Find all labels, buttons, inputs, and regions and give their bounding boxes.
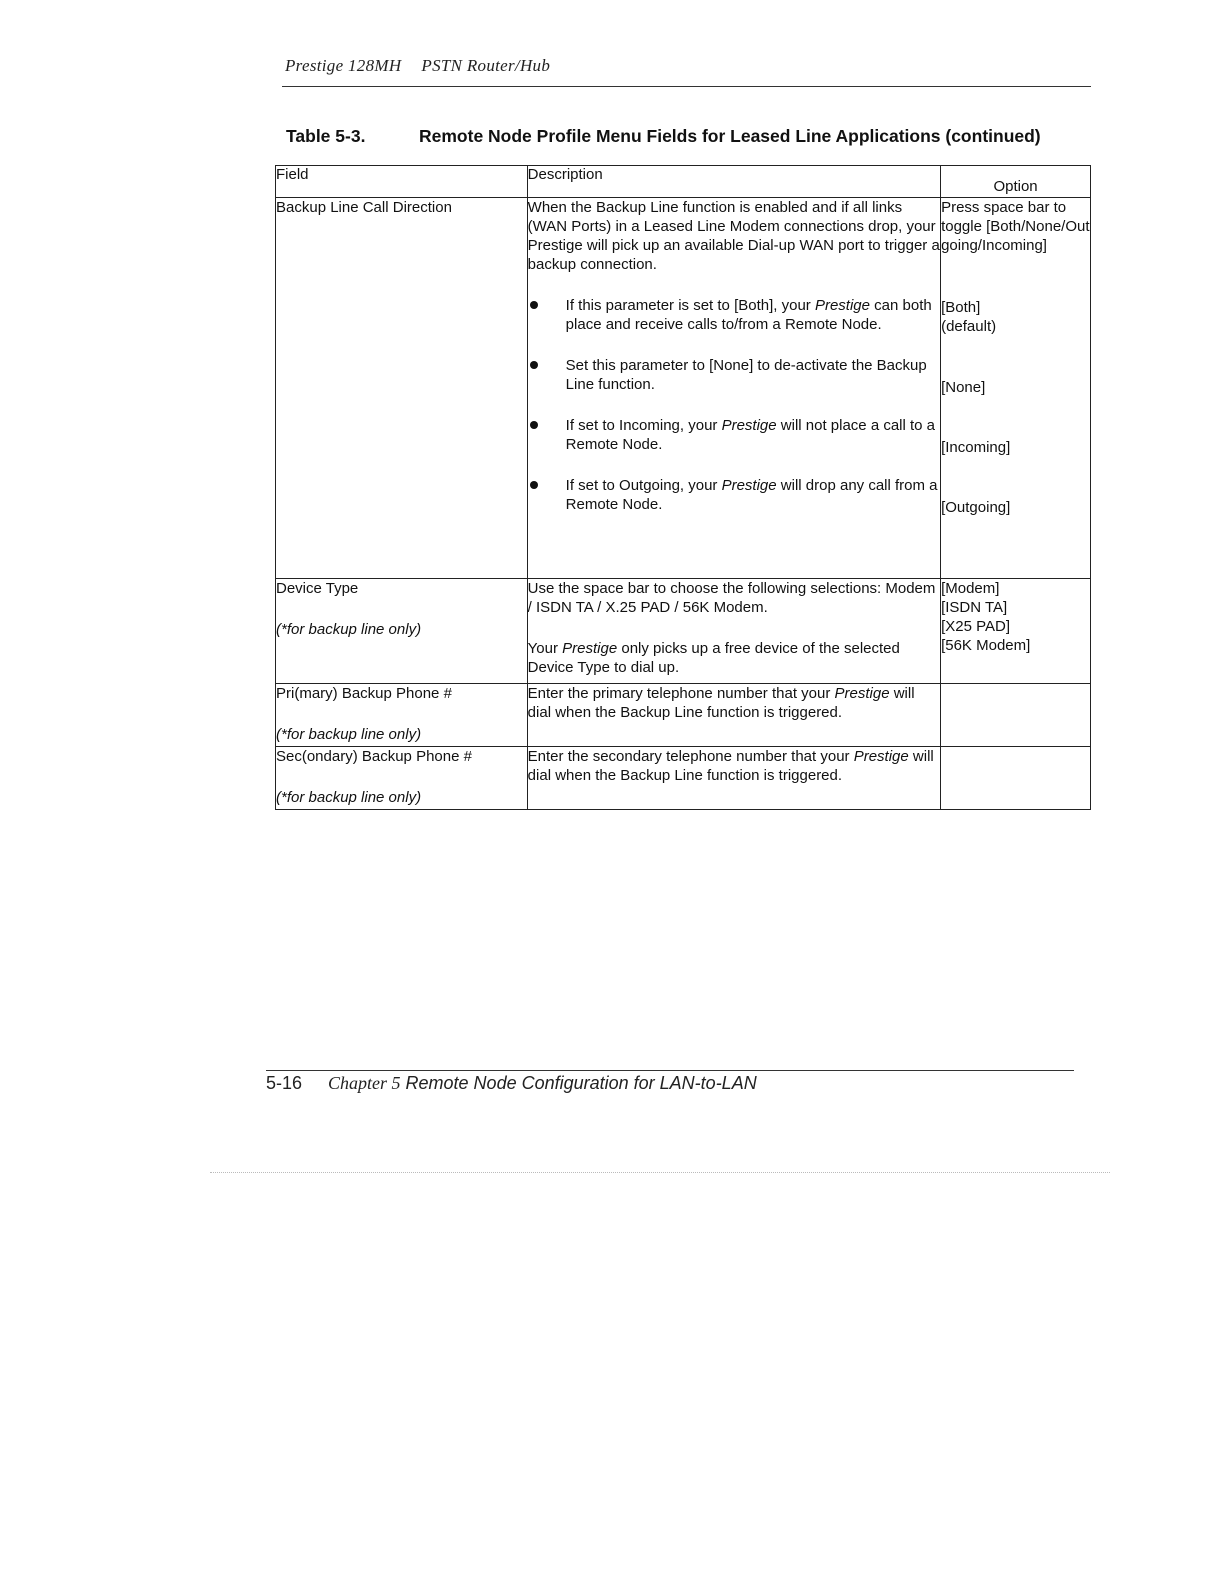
field-cell bbox=[276, 684, 528, 747]
field-name: Sec(ondary) Backup Phone # bbox=[276, 748, 472, 765]
option-incoming: [Incoming] bbox=[941, 439, 1011, 456]
table-row-primary-phone bbox=[276, 684, 1091, 747]
text-run: only picks up a free device of the selected Device Type to dial up. bbox=[527, 640, 900, 676]
table-caption bbox=[286, 126, 1086, 147]
table-number: Table 5-3. bbox=[286, 126, 366, 146]
table-row-backup-line bbox=[276, 198, 1091, 579]
bullet-text: will not place a call to a Remote Node. bbox=[565, 417, 936, 453]
bullet-list bbox=[528, 296, 940, 514]
field-note: (*for backup line only) bbox=[276, 789, 422, 806]
description-text: When the Backup Line function is enabled and if all links (WAN Ports) in a Leased Line Modem connections drop, your Prestige will pick up an available Dial-up WAN port to trigger a backup connection. bbox=[527, 199, 940, 273]
product-subtitle: PSTN Router/Hub bbox=[421, 56, 551, 75]
description-cell bbox=[527, 747, 940, 810]
bullet-text: If this parameter is set to [Both], your bbox=[565, 297, 815, 314]
description-cell bbox=[527, 579, 940, 684]
description-text-2 bbox=[528, 639, 940, 677]
option-cell bbox=[941, 579, 1091, 684]
header-rule bbox=[282, 86, 1091, 87]
bullet-icon bbox=[530, 361, 538, 369]
option-value: [Modem] bbox=[941, 580, 1000, 597]
field-cell bbox=[276, 747, 528, 810]
field-name: Device Type bbox=[276, 580, 359, 597]
option-text: Press space bar to toggle [Both/None/Out going/Incoming] bbox=[941, 199, 1090, 254]
column-header-description: Description bbox=[527, 166, 940, 198]
bullet-icon bbox=[530, 481, 538, 489]
option-both bbox=[941, 298, 1090, 336]
text-run: will dial when the Backup Line function is triggered. bbox=[527, 685, 915, 721]
table-title: Remote Node Profile Menu Fields for Leased Line Applications (continued) bbox=[419, 126, 1041, 146]
list-item bbox=[528, 416, 940, 454]
product-emphasis: Prestige bbox=[814, 297, 870, 314]
bullet-icon bbox=[530, 301, 538, 309]
field-note: (*for backup line only) bbox=[276, 726, 422, 743]
option-value: [X25 PAD] bbox=[941, 618, 1010, 635]
list-item bbox=[528, 476, 940, 514]
product-emphasis: Prestige bbox=[721, 417, 777, 434]
description-text bbox=[528, 684, 940, 722]
bullet-text: can both place and receive calls to/from a Remote Node. bbox=[565, 297, 932, 333]
description-cell bbox=[527, 684, 940, 747]
scan-artifact bbox=[210, 1172, 1110, 1177]
field-name: Backup Line Call Direction bbox=[276, 199, 452, 216]
option-none: [None] bbox=[941, 379, 986, 396]
field-name: Pri(mary) Backup Phone # bbox=[276, 685, 452, 702]
option-value: [56K Modem] bbox=[941, 637, 1031, 654]
product-name: Prestige 128MH bbox=[285, 56, 402, 75]
column-header-field: Field bbox=[276, 166, 528, 198]
bullet-text: will drop any call from a Remote Node. bbox=[565, 477, 938, 513]
text-run: Enter the primary telephone number that your bbox=[527, 685, 835, 702]
option-value: [Both] bbox=[941, 299, 981, 316]
bullet-text: Set this parameter to [None] to de-activate the Backup Line function. bbox=[565, 357, 927, 393]
option-cell bbox=[941, 747, 1091, 810]
table-header-row bbox=[276, 166, 1091, 198]
chapter-label: Chapter 5 bbox=[328, 1073, 401, 1093]
footer-rule bbox=[266, 1070, 1074, 1071]
table-row-device-type bbox=[276, 579, 1091, 684]
text-run: Enter the secondary telephone number that your bbox=[527, 748, 854, 765]
product-emphasis: Prestige bbox=[562, 640, 618, 657]
field-note: (*for backup line only) bbox=[276, 621, 422, 638]
option-cell bbox=[941, 684, 1091, 747]
bullet-icon bbox=[530, 421, 538, 429]
option-outgoing: [Outgoing] bbox=[941, 499, 1011, 516]
page-footer bbox=[266, 1073, 757, 1094]
field-cell bbox=[276, 579, 528, 684]
page-number: 5-16 bbox=[266, 1073, 303, 1093]
text-run: Your bbox=[527, 640, 563, 657]
running-header bbox=[285, 56, 550, 76]
text-run: will dial when the Backup Line function is triggered. bbox=[527, 748, 934, 784]
product-emphasis: Prestige bbox=[853, 748, 909, 765]
chapter-title: Remote Node Configuration for LAN-to-LAN bbox=[405, 1073, 757, 1093]
bullet-text: If set to Incoming, your bbox=[565, 417, 722, 434]
product-emphasis: Prestige bbox=[834, 685, 890, 702]
bullet-text: If set to Outgoing, your bbox=[565, 477, 722, 494]
list-item bbox=[528, 356, 940, 394]
description-text: Use the space bar to choose the following selections: Modem / ISDN TA / X.25 PAD / 56K Modem. bbox=[527, 580, 936, 616]
field-cell bbox=[276, 198, 528, 579]
product-emphasis: Prestige bbox=[721, 477, 777, 494]
description-cell bbox=[527, 198, 940, 579]
column-header-option: Option bbox=[941, 166, 1091, 198]
description-text bbox=[528, 747, 940, 785]
table-row-secondary-phone bbox=[276, 747, 1091, 810]
fields-table bbox=[275, 165, 1091, 810]
list-item bbox=[528, 296, 940, 334]
option-default: (default) bbox=[941, 318, 997, 335]
option-cell bbox=[941, 198, 1091, 579]
option-value: [ISDN TA] bbox=[941, 599, 1008, 616]
